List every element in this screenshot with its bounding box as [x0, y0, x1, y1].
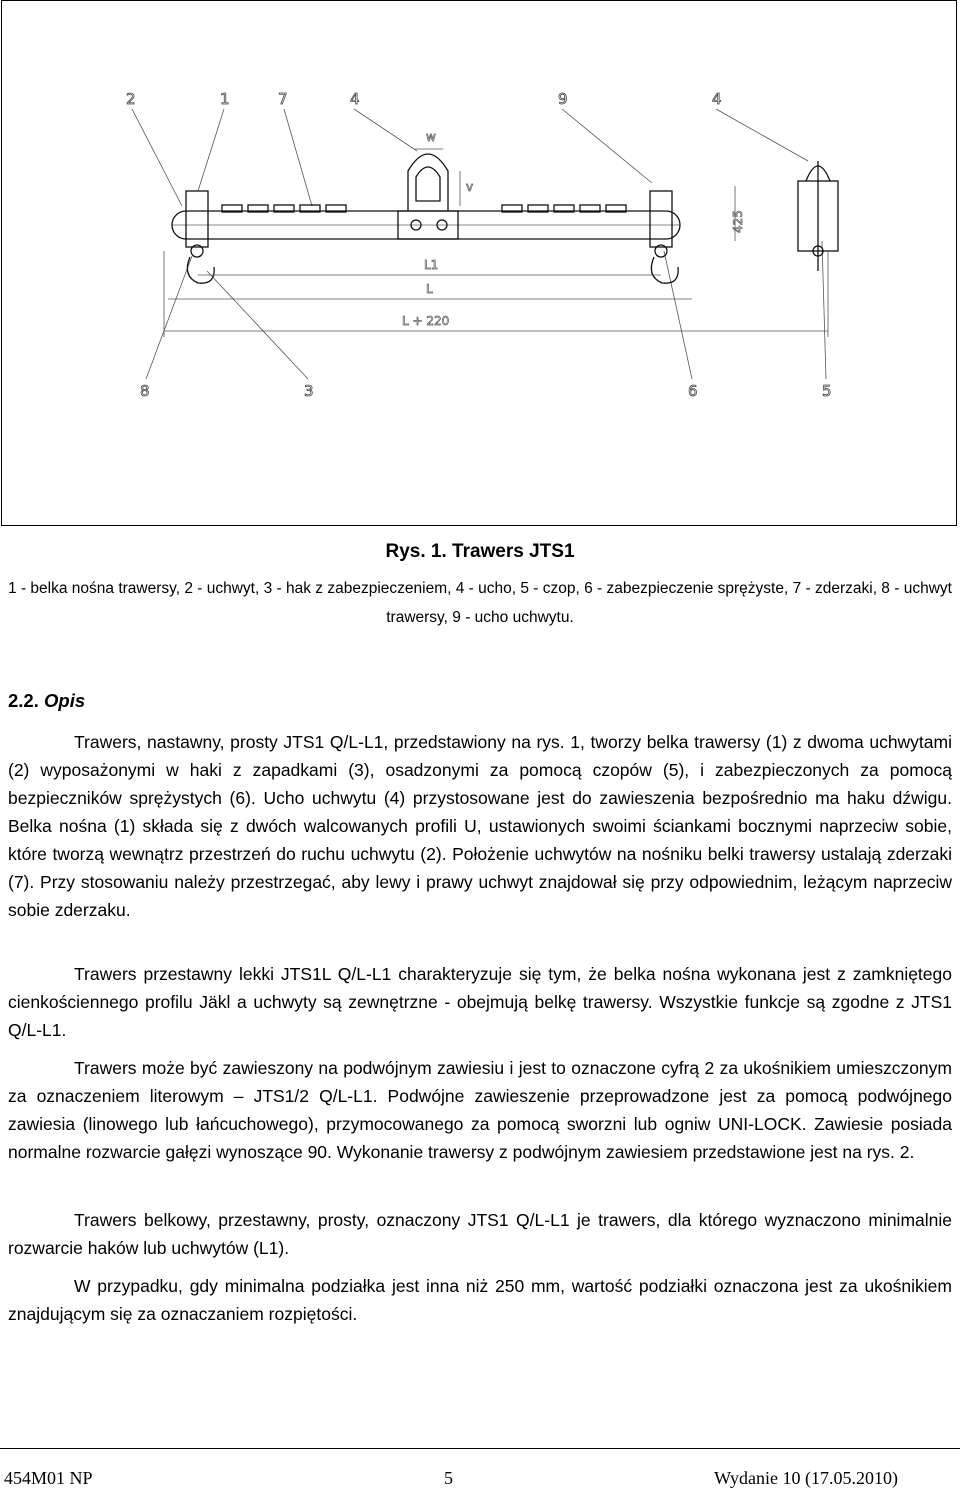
footer-divider: [0, 1448, 960, 1449]
figure-frame: [1, 0, 957, 526]
callout-5: 5: [822, 382, 832, 400]
callout-4: 4: [350, 90, 360, 108]
paragraph-4: Trawers belkowy, przestawny, prosty, oznaczony JTS1 Q/L-L1 je trawers, dla którego wyznaczono minimalnie rozwarcie haków lub uchwytów (L1).: [8, 1210, 952, 1258]
dim-l1: L1: [424, 258, 439, 272]
figure-caption-text: 1 - belka nośna trawersy, 2 - uchwyt, 3 - hak z zabezpieczeniem, 4 - ucho, 5 - czop, 6 - zabezpieczenie sprężyste, 7 - zderzaki, 8 - uchwyt trawersy, 9 - ucho uchwytu.: [8, 580, 952, 626]
paragraph-3: Trawers może być zawieszony na podwójnym zawiesiu i jest to oznaczone cyfrą 2 za ukośnikiem umieszczonym za oznaczeniem literowym – JTS1/2 Q/L-L1. Podwójne zawieszenie przeprowadzone jest za pomocą podwójnego zawiesia (linowego lub łańcuchowego), przymocowanego za pomocą sworzni lub ogniw UNI-LOCK. Zawiesie posiada normalne rozwarcie gałęzi wynoszące 90. Wykonanie trawersy z podwójnym zawiesiem przedstawione jest na rys. 2.: [8, 1058, 952, 1162]
footer-doc-id: 454M01 NP: [4, 1468, 93, 1488]
section-title: Opis: [44, 690, 86, 711]
dim-425: 425: [731, 210, 745, 233]
callout-1: 1: [220, 90, 230, 108]
dim-v: v: [466, 180, 474, 194]
callout-8: 8: [140, 382, 150, 400]
paragraph-1: Trawers, nastawny, prosty JTS1 Q/L-L1, przedstawiony na rys. 1, tworzy belka trawersy (1) z dwoma uchwytami (2) wyposażonymi w haki z zapadkami (3), osadzonymi za pomocą czopów (5), i zabezpieczonych za pomocą bezpieczników sprężystych (6). Ucho uchwytu (4) przystosowane jest do zawieszenia bezpośrednio ma haku dźwigu. Belka nośna (1) składa się z dwóch walcowanych profili U, ustawionych swoimi ściankami bocznymi naprzeciw sobie, które tworzą wewnątrz przestrzeń do ruchu uchwytu (2). Położenie uchwytów na nośniku belki trawersy ustalają zderzaki (7). Przy stosowaniu należy przestrzegać, aby lewy i prawy uchwyt znajdował się przy odpowiednim, leżącym naprzeciw sobie zderzaku.: [8, 732, 952, 920]
section-number: 2.2.: [8, 690, 39, 711]
footer-edition: Wydanie 10 (17.05.2010): [714, 1468, 898, 1488]
dim-l: L: [426, 282, 433, 296]
paragraph-5: W przypadku, gdy minimalna podziałka jest inna niż 250 mm, wartość podziałki oznaczona jest za ukośnikiem znajdującym się za oznaczaniem rozpiętości.: [8, 1276, 952, 1324]
callout-4b: 4: [712, 90, 722, 108]
figure-caption-title: Rys. 1. Trawers JTS1: [385, 541, 575, 562]
paragraph-2: Trawers przestawny lekki JTS1L Q/L-L1 charakteryzuje się tym, że belka nośna wykonana jest z zamkniętego cienkościennego profilu Jäkl a uchwyty są zewnętrzne - obejmują belkę trawersy. Wszystkie funkcje są zgodne z JTS1 Q/L-L1.: [8, 964, 952, 1040]
dim-l220: L + 220: [402, 314, 450, 328]
callout-6: 6: [688, 382, 698, 400]
callout-2: 2: [126, 90, 136, 108]
dim-w: w: [426, 130, 436, 144]
traverse-drawing: [2, 1, 956, 525]
callout-7: 7: [278, 90, 288, 108]
footer-page-number: 5: [444, 1468, 453, 1488]
callout-9: 9: [558, 90, 568, 108]
callout-3: 3: [304, 382, 314, 400]
section-heading: [8, 690, 85, 712]
